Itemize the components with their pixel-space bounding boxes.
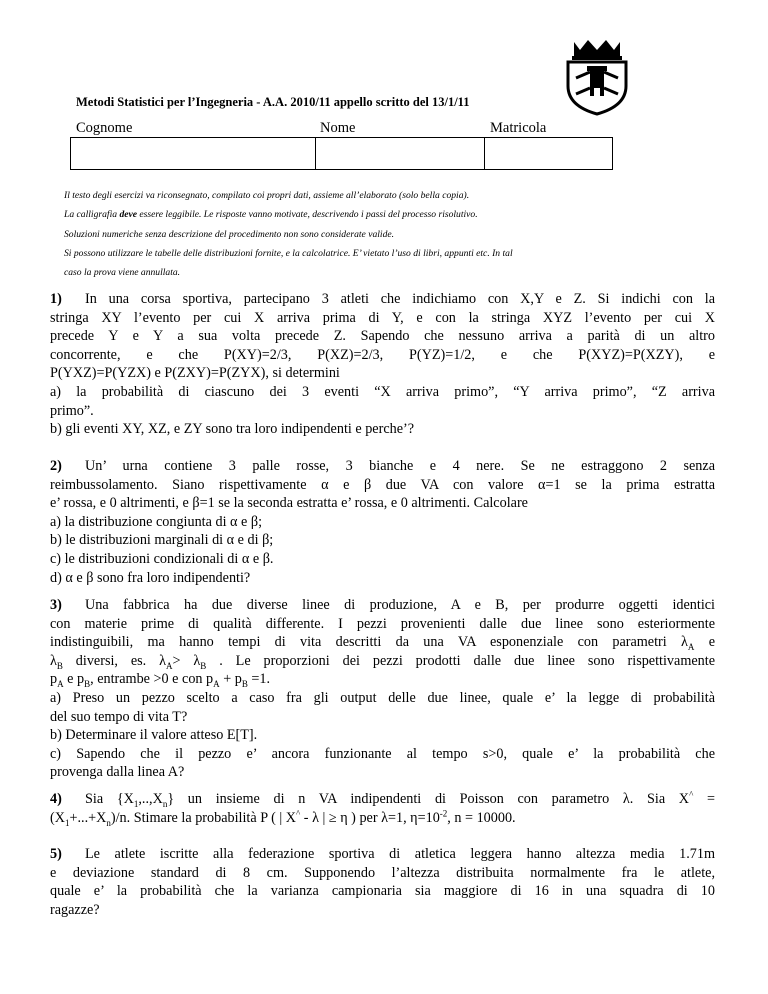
label-matricola: Matricola: [490, 120, 547, 136]
matricola-field[interactable]: [485, 138, 612, 169]
instruction-line: Soluzioni numeriche senza descrizione del procedimento non sono considerate valide.: [64, 228, 395, 240]
exercise-1: 1) In una corsa sportiva, partecipano 3 atleti che indichiamo con X,Y e Z. Si indichi con la stringa XY l’evento per cui X arriva prima di Y, e con la stringa XYZ l’evento per cui X precede Y e Y a sua volta precede Z. Sapendo che nessuno arriva a parità di un altro concorrente, e che P(XY)=2/3, P(XZ)=2/3, P(YZ)=1/2, e che P(XYZ)=P(XZY), e P(YXZ)=P(YZX) e P(ZXY)=P(ZYX), si determini a) la probabilità di ciascuno dei 3 eventi “X arriva primo”, “Y arriva primo”, “Z arriva primo”. b) gli eventi XY, XZ, e ZY sono tra loro indipendenti e perche’?: [50, 291, 715, 438]
instruction-line: La calligrafia deve essere leggibile. Le risposte vanno motivate, descrivendo i passi del processo risolutivo.: [64, 209, 478, 221]
exercise-number: 2): [50, 458, 62, 474]
exercise-number: 4): [50, 791, 62, 807]
label-cognome: Cognome: [76, 120, 133, 136]
exercise-4: 4) Sia $\{X_1,..,X_n\}$ un insieme di n VA indipendenti di Poisson con parametro λ. Sia X^ = $(X_1+...+X_n)/n$. Stimare la probabilità P ( | X^ - λ | ≥ η ) per λ=1, $\eta=10^{-2}$, n = 10000.: [50, 789, 715, 828]
university-crest-logo: [562, 38, 632, 116]
exercise-2: 2) Un’ urna contiene 3 palle rosse, 3 bianche e 4 nere. Se ne estraggono 2 senza reimbussolamento. Siano rispettivamente α e β due VA con valore α=1 se la prima estratta e’ rossa, e 0 altrimenti, e β=1 se la seconda estratta e’ rossa, e 0 altrimenti. Calcolare a) la distribuzione congiunta di α e β; b) le distribuzioni marginali di α e di β; c) le distribuzioni condizionali di α e β. d) α e β sono fra loro indipendenti?: [50, 458, 715, 586]
exercise-number: 1): [50, 291, 62, 307]
label-nome: Nome: [320, 120, 356, 136]
exercise-5: 5) Le atlete iscritte alla federazione sportiva di atletica leggera hanno altezza media 1.71m e deviazione standard di 8 cm. Supponendo l’altezza distribuita normalmente fra le atlete, quale e’ la probabilità che la varianza campionaria sia maggiore di 16 in una squadra di 10 ragazze?: [50, 846, 715, 918]
nome-field[interactable]: [316, 138, 485, 169]
instruction-line: Si possono utilizzare le tabelle delle distribuzioni fornite, e la calcolatrice. E’ vietato l’uso di libri, appunti etc. In tal: [64, 247, 513, 259]
exam-title: Metodi Statistici per l’Ingegneria - A.A. 2010/11 appello scritto del 13/1/11: [76, 95, 470, 109]
exercise-3: 3) Una fabbrica ha due diverse linee di produzione, A e B, per produrre oggetti identici con materie prime di qualità differente. I pezzi provenienti dalle due linee sono esteriormente indistinguibili, ma hanno tempi di vita descritti da una VA esponenziale con parametri $\lambda_A$ e $\lambda_B$ diversi, es. $\lambda_A> \lambda_B$ . Le proporzioni dei pezzi prodotti dalle due linee sono rispettivamente $p_A$ e $p_B$, entrambe >0 e con $p_A + p_B =1$. a) Preso un pezzo scelto a caso fra gli output delle due linee, quale e’ la legge di probabilità del suo tempo di vita T? b) Determinare il valore atteso E[T]. c) Sapendo che il pezzo e’ ancora funzionante al tempo s>0, quale e’ la probabilità che provenga dalla linea A?: [50, 597, 715, 781]
instructions: [64, 186, 684, 282]
exercise-number: 5): [50, 846, 62, 862]
student-info-table: [70, 137, 613, 170]
instruction-line: caso la prova viene annullata.: [64, 267, 181, 279]
cognome-field[interactable]: [71, 138, 316, 169]
instruction-line: Il testo degli esercizi va riconsegnato, compilato coi propri dati, assieme all’elaborato (solo bella copia).: [64, 190, 470, 201]
exercise-number: 3): [50, 597, 62, 613]
